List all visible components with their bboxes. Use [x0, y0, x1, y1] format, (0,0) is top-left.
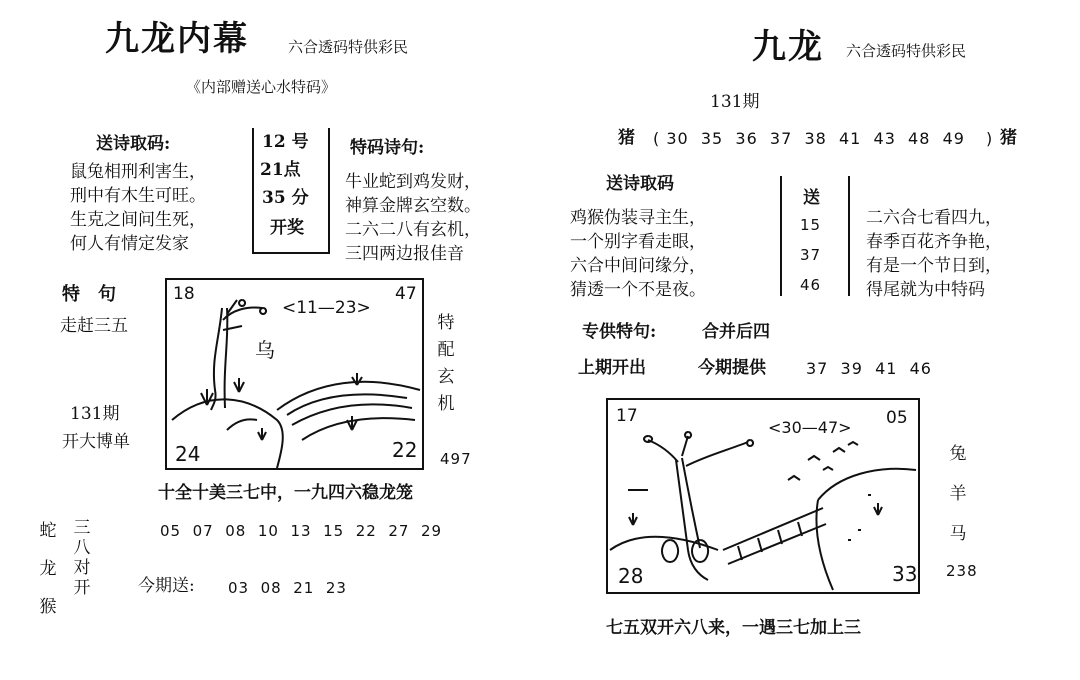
left-issue-note: 131期: [70, 404, 120, 424]
left-verse: 十全十美三七中，一九四六稳龙笼: [158, 483, 413, 503]
right-pic-bottom-left: 28: [618, 564, 644, 588]
right-side-char: 兔: [949, 444, 967, 464]
left-poem-line: 生克之间问生死，: [70, 210, 206, 230]
right-pic-range: <30—47>: [768, 418, 852, 437]
left-poem-line: 何人有情定发家: [70, 234, 189, 254]
right-side-char: 马: [949, 524, 967, 544]
draw-label: 开奖: [270, 218, 304, 238]
tejv-text: 走赶三五: [60, 316, 128, 336]
draw-number: 12 号: [262, 132, 309, 152]
dui-char: 三: [73, 518, 91, 538]
dui-char: 八: [73, 538, 91, 558]
pig-numbers: ( 30 35 36 37 38 41 43 48 49: [653, 129, 965, 148]
left-side-char: 特: [437, 313, 455, 333]
provide-numbers: 37 39 41 46: [806, 359, 932, 378]
left-numbers: 05 07 08 10 13 15 22 27 29: [160, 522, 443, 540]
draw-minute: 35 分: [262, 188, 309, 208]
left-title: 九龙内幕: [105, 19, 249, 59]
right-side-number: 238: [946, 562, 978, 580]
left-picture: [165, 278, 424, 470]
right-poem2-line: 有是一个节日到，: [866, 256, 1002, 276]
right-picture: [606, 398, 920, 594]
left-pic-bottom-left: 24: [175, 442, 201, 466]
provide-label: 今期提供: [698, 358, 766, 378]
special-poem-line: 三四两边报佳音: [345, 244, 464, 264]
birds: [788, 442, 858, 480]
right-poem: [570, 206, 706, 302]
right-poem-line: 鸡猴伪装寻主生，: [570, 208, 706, 228]
left-side-char: 配: [437, 340, 455, 360]
left-poem: [70, 160, 206, 256]
send-numbers: 03 08 21 23: [228, 579, 347, 597]
right-special-label: 专供特句:: [582, 322, 657, 342]
right-poem-2: [866, 206, 1002, 302]
right-pic-top-left: 17: [616, 406, 638, 426]
special-poem: [345, 170, 481, 266]
dui-char: 开: [73, 578, 91, 598]
zodiac-char: 龙: [39, 559, 57, 579]
pig-left: 猪: [618, 128, 635, 148]
right-side-vertical: [946, 434, 970, 554]
left-issue-note-2: 开大博单: [62, 432, 130, 452]
dui-char: 对: [73, 558, 91, 578]
right-verse: 七五双开六八来，一遇三七加上三: [606, 618, 861, 638]
right-pic-top-right: 05: [886, 408, 908, 428]
send-box-number: 46: [800, 276, 822, 294]
special-poem-line: 牛业蛇到鸡发财，: [345, 172, 481, 192]
right-special-value: 合并后四: [702, 322, 770, 342]
right-side-char: 羊: [949, 484, 967, 504]
left-pic-bottom-right: 22: [392, 438, 418, 462]
right-poem-line: 六合中间问缘分，: [570, 256, 706, 276]
left-side-number: 497: [440, 450, 472, 468]
right-poem-heading: 送诗取码: [606, 174, 674, 194]
send-box-number: 37: [800, 246, 822, 264]
right-issue: 131期: [710, 92, 760, 112]
right-title: 九龙: [752, 27, 824, 67]
right-poem-line: 猜透一个不是夜。: [570, 280, 706, 300]
send-box-number: 15: [800, 216, 822, 234]
send-label: 今期送:: [138, 576, 195, 596]
special-poem-heading: 特码诗句:: [350, 138, 425, 158]
tejv-label: 特 句: [62, 284, 116, 305]
hill-right: [818, 469, 916, 500]
right-poem2-line: 春季百花齐争艳，: [866, 232, 1002, 252]
last-draw-label: 上期开出: [578, 358, 646, 378]
zodiac-char: 蛇: [39, 521, 57, 541]
left-pic-range: <11—23>: [282, 298, 371, 318]
draw-hour: 21点: [260, 160, 301, 180]
left-pic-char: 乌: [255, 338, 275, 362]
zodiac-char: 猴: [39, 597, 57, 617]
right-poem2-line: 二六合七看四九，: [866, 208, 1002, 228]
left-poem-line: 鼠兔相刑利害生，: [70, 162, 206, 182]
pig-close: ): [986, 129, 994, 148]
right-poem2-line: 得尾就为中特码: [866, 280, 985, 300]
left-poem-line: 刑中有木生可旺。: [70, 186, 206, 206]
left-side-char: 机: [437, 394, 455, 414]
bridge-top: [723, 508, 823, 550]
left-poem-heading: 送诗取码:: [96, 134, 171, 154]
right-picture-drawing: [608, 400, 918, 592]
right-subtitle: 六合透码特供彩民: [846, 42, 967, 60]
right-poem-line: 一个别字看走眼，: [570, 232, 706, 252]
right-pic-bottom-right: 33: [892, 562, 918, 586]
left-pic-top-right: 47: [395, 284, 417, 304]
left-side-char: 玄: [437, 367, 455, 387]
vertical-dui: [70, 518, 94, 598]
send-box-label: 送: [803, 188, 820, 208]
left-subtitle: 六合透码特供彩民: [288, 38, 409, 56]
special-poem-line: 神算金牌玄空数。: [345, 196, 481, 216]
left-note: 《内部赠送心水特码》: [186, 78, 337, 96]
left-pic-top-left: 18: [173, 284, 195, 304]
bridge-bottom: [728, 524, 826, 564]
pig-right: 猪: [1000, 128, 1017, 148]
left-side-vertical: [434, 310, 458, 418]
vertical-zodiacs: [36, 512, 60, 626]
special-poem-line: 二六二八有玄机，: [345, 220, 481, 240]
